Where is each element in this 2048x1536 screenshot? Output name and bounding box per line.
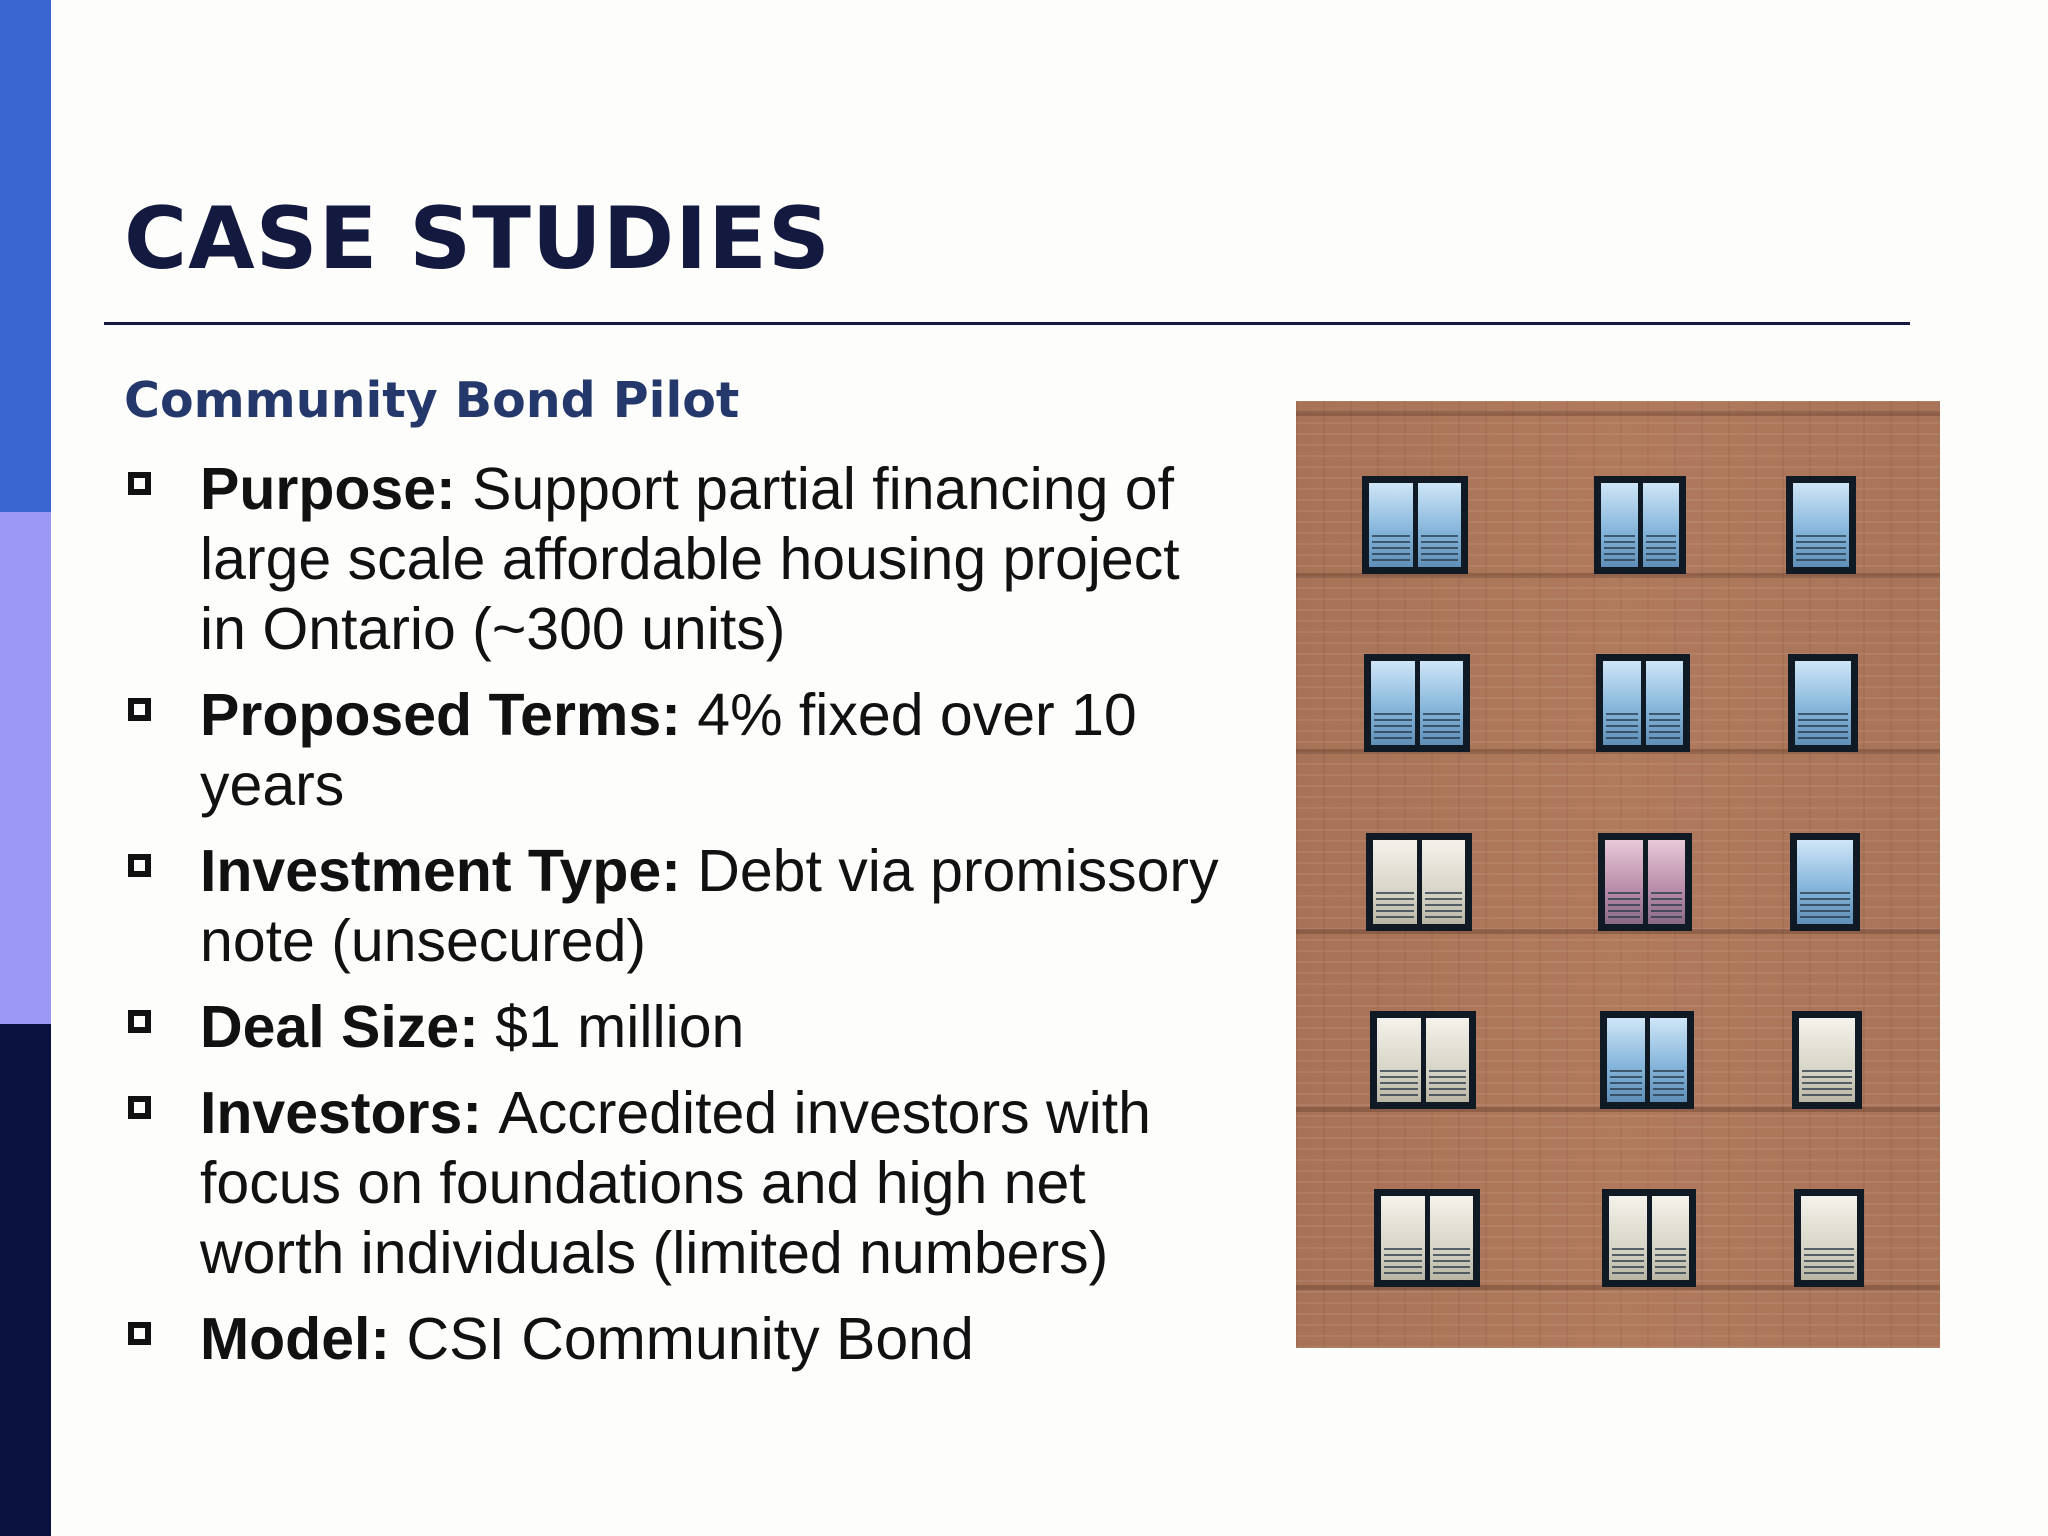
window xyxy=(1790,833,1860,931)
bullet-list xyxy=(124,454,1224,1390)
bullet-item-purpose xyxy=(124,454,1224,664)
window xyxy=(1366,833,1472,931)
title-divider xyxy=(104,322,1910,325)
bullet-label: Investors: xyxy=(200,1080,499,1146)
side-bar-middle xyxy=(0,512,51,1024)
hollow-square-bullet-icon xyxy=(128,472,151,495)
side-bar-bottom xyxy=(0,1024,51,1536)
slide-subtitle: Community Bond Pilot xyxy=(124,372,740,429)
window xyxy=(1362,476,1468,574)
bullet-label: Purpose: xyxy=(200,456,473,522)
window xyxy=(1596,654,1690,752)
window xyxy=(1598,833,1692,931)
window xyxy=(1792,1011,1862,1109)
window xyxy=(1794,1189,1864,1287)
window xyxy=(1374,1189,1480,1287)
hollow-square-bullet-icon xyxy=(128,1322,151,1345)
bullet-item-investors xyxy=(124,1078,1224,1288)
window xyxy=(1788,654,1858,752)
hollow-square-bullet-icon xyxy=(128,1096,151,1119)
bullet-item-model xyxy=(124,1304,1224,1374)
window xyxy=(1602,1189,1696,1287)
bullet-text: Accredited investors with focus on foundations and high net worth individuals (limited numbers) xyxy=(200,1080,1151,1286)
hollow-square-bullet-icon xyxy=(128,854,151,877)
window xyxy=(1370,1011,1476,1109)
bullet-label: Deal Size: xyxy=(200,994,496,1060)
bullet-label: Proposed Terms: xyxy=(200,682,698,748)
side-bar-top xyxy=(0,0,51,512)
bullet-label: Investment Type: xyxy=(200,838,698,904)
bullet-text: Support partial financing of large scale affordable housing project in Ontario (~300 units) xyxy=(200,456,1180,662)
slide-title: CASE STUDIES xyxy=(124,189,831,289)
window xyxy=(1786,476,1856,574)
bullet-text: CSI Community Bond xyxy=(406,1306,974,1372)
brick-apartment-building-photo xyxy=(1296,401,1940,1348)
bullet-text: $1 million xyxy=(495,994,745,1060)
bullet-item-deal-size xyxy=(124,992,1224,1062)
window xyxy=(1594,476,1686,574)
brick-course-line xyxy=(1296,411,1940,416)
window xyxy=(1364,654,1470,752)
hollow-square-bullet-icon xyxy=(128,1010,151,1033)
bullet-text: Debt via promissory note (unsecured) xyxy=(200,838,1219,974)
window xyxy=(1600,1011,1694,1109)
bullet-item-proposed-terms xyxy=(124,680,1224,820)
bullet-item-investment-type xyxy=(124,836,1224,976)
bullet-label: Model: xyxy=(200,1306,407,1372)
hollow-square-bullet-icon xyxy=(128,698,151,721)
bullet-text: 4% fixed over 10 years xyxy=(200,682,1137,818)
